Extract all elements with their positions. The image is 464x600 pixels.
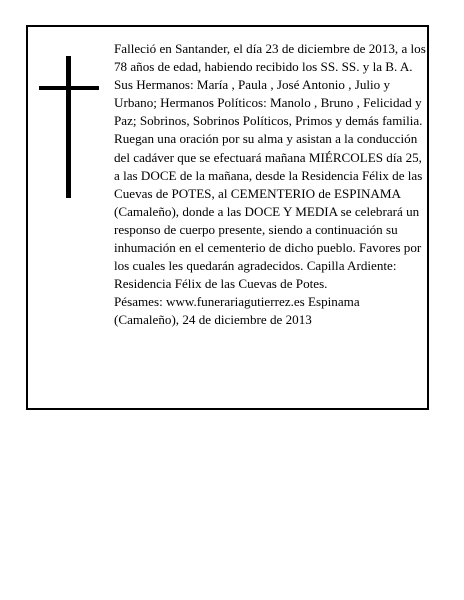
- family-members-paragraph: Sus Hermanos: María , Paula , José Antonio , Julio y Urbano; Hermanos Políticos: Manolo , Bruno , Felicidad y Paz; Sobrinos, Sobrinos Políticos, Primos y demás familia.: [114, 77, 423, 129]
- latin-cross-icon: [39, 56, 99, 198]
- condolences-paragraph: Pésames: www.funerariagutierrez.es Espinama (Camaleño), 24 de diciembre de 2013: [114, 294, 360, 328]
- obituary-notice: [26, 25, 429, 410]
- death-announcement-paragraph: Falleció en Santander, el día 23 de diciembre de 2013, a los 78 años de edad, habiendo recibido los SS. SS. y la B. A.: [114, 41, 426, 75]
- notice-body: [114, 40, 426, 330]
- cross-horizontal-bar: [39, 86, 99, 90]
- funeral-details-paragraph: Ruegan una oración por su alma y asistan a la conducción del cadáver que se efectuará mañana MIÉRCOLES día 25, a las DOCE de la mañana, desde la Residencia Félix de las Cuevas de POTES, al CEMENTERIO de ESPINAMA (Camaleño), donde a las DOCE Y MEDIA se celebrará un responso de cuerpo presente, siendo a continuación su inhumación en el cementerio de dicho pueblo. Favores por los cuales les quedarán agradecidos. Capilla Ardiente: Residencia Félix de las Cuevas de Potes.: [114, 131, 423, 292]
- cross-vertical-bar: [66, 56, 71, 198]
